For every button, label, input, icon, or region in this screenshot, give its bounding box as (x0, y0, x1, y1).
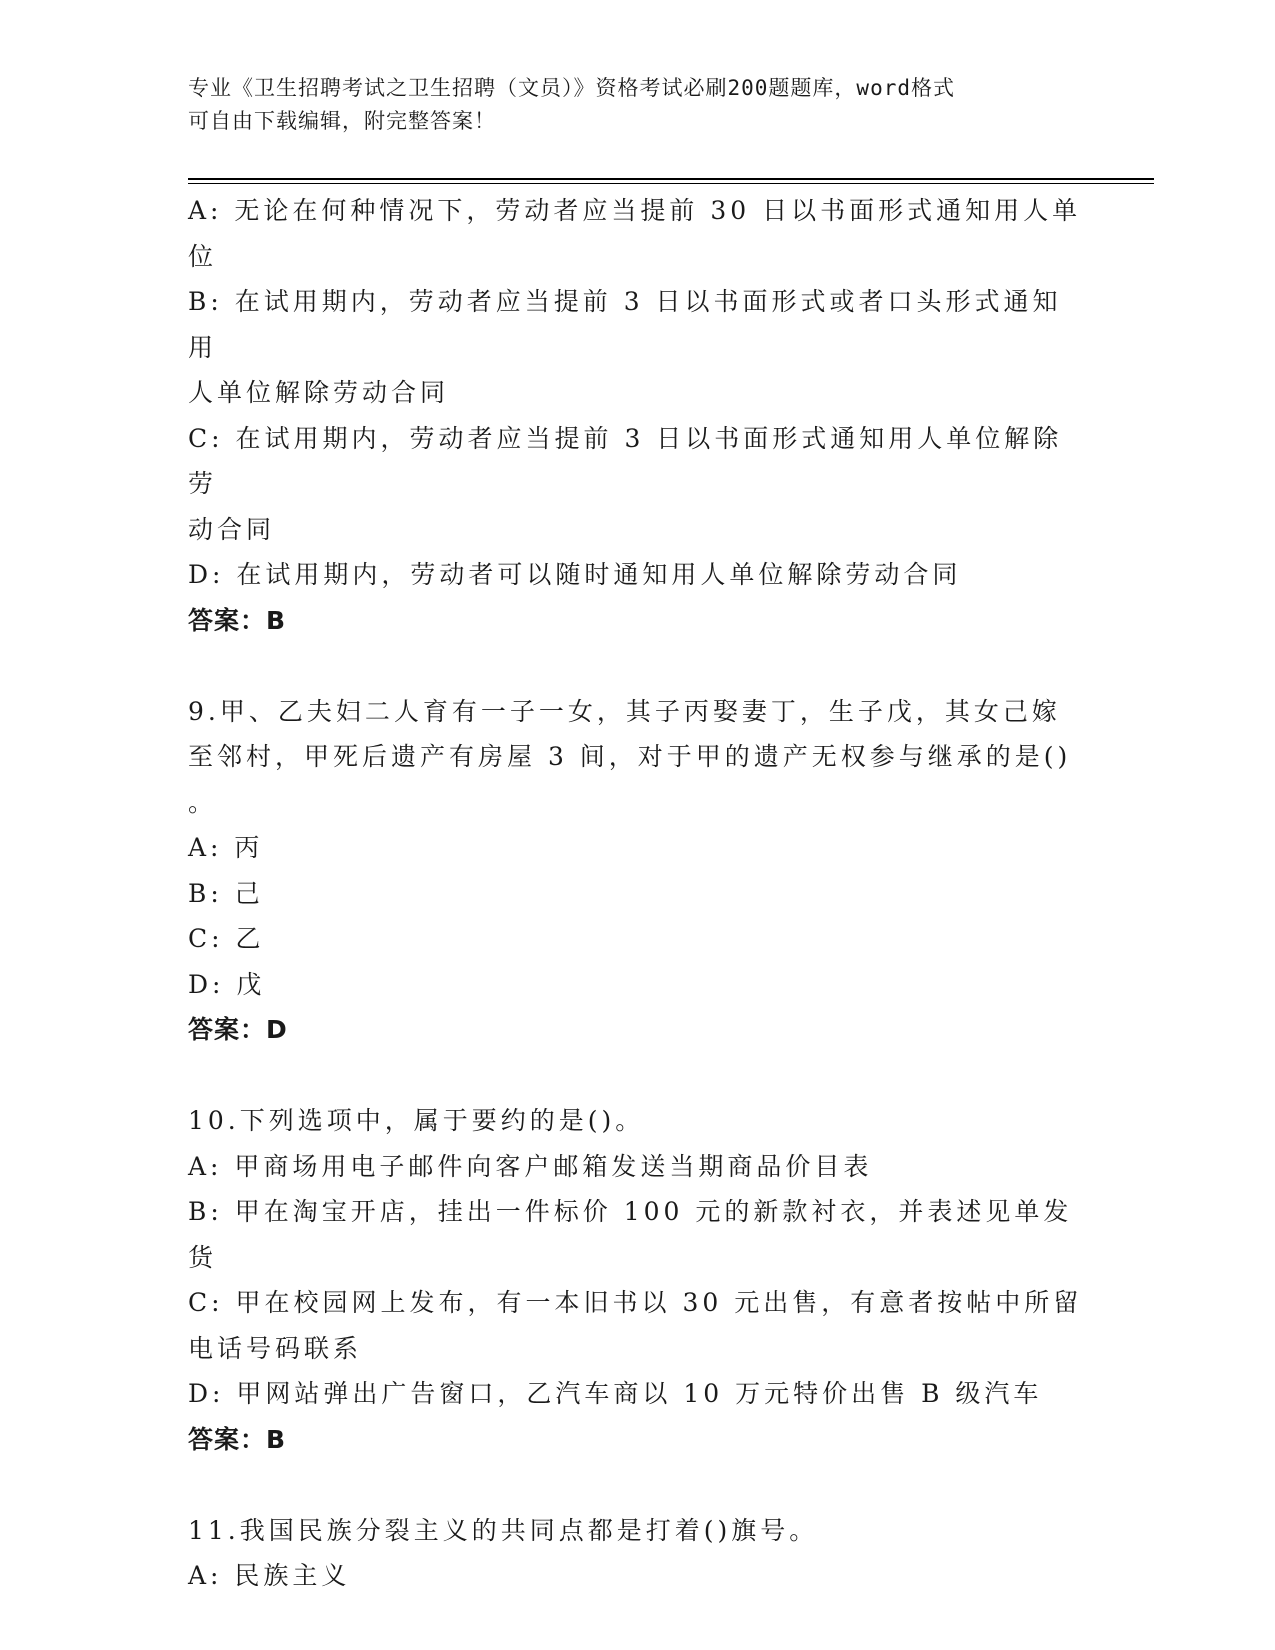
document-header (188, 72, 1068, 138)
question-body (188, 188, 1088, 1599)
q11-option-a: A: 民族主义 (188, 1561, 351, 1590)
header-line-2: 可自由下载编辑，附完整答案！ (188, 109, 496, 133)
q9-stem-line-1: 9.甲、乙夫妇二人育有一子一女，其子丙娶妻丁，生子戊，其女己嫁 (188, 696, 1061, 726)
q8-option-c-line-1: C: 在试用期内，劳动者应当提前 3 日以书面形式通知用人单位解除劳 (188, 423, 1063, 498)
q9-answer: 答案：D (188, 1015, 288, 1044)
q8-option-d: D: 在试用期内，劳动者可以随时通知用人单位解除劳动合同 (188, 560, 962, 589)
q10-option-c-line-2: 电话号码联系 (188, 1333, 363, 1363)
header-rule-thin (188, 183, 1154, 184)
q9-option-b: B: 己 (188, 878, 264, 908)
q8-option-b-line-2: 人单位解除劳动合同 (188, 378, 450, 407)
header-rule-thick (188, 178, 1154, 180)
q9-stem-line-3: 。 (188, 787, 218, 817)
header-line-1: 专业《卫生招聘考试之卫生招聘（文员）》资格考试必刷200题题库，word格式 (188, 76, 955, 100)
q10-answer: 答案：B (188, 1424, 287, 1454)
q9-stem-line-2: 至邻村，甲死后遗产有房屋 3 间，对于甲的遗产无权参与继承的是() (188, 742, 1072, 771)
q10-option-b: B: 甲在淘宝开店，挂出一件标价 100 元的新款衬衣，并表述见单发货 (188, 1197, 1073, 1272)
q8-answer: 答案：B (188, 605, 287, 635)
q8-option-a-line-2: 位 (188, 241, 218, 271)
spacer (188, 1053, 1088, 1099)
spacer (188, 643, 1088, 689)
q10-option-c-line-1: C: 甲在校园网上发布，有一本旧书以 30 元出售，有意者按帖中所留 (188, 1288, 1083, 1317)
q8-option-b-line-1: B: 在试用期内，劳动者应当提前 3 日以书面形式或者口头形式通知用 (188, 287, 1062, 362)
q8-option-c-line-2: 动合同 (188, 514, 276, 544)
spacer (188, 1462, 1088, 1508)
q10-option-a: A: 甲商场用电子邮件向客户邮箱发送当期商品价目表 (188, 1151, 873, 1181)
q9-option-a: A: 丙 (188, 833, 264, 862)
q10-option-d: D: 甲网站弹出广告窗口，乙汽车商以 10 万元特价出售 B 级汽车 (188, 1379, 1043, 1408)
q10-stem: 10.下列选项中，属于要约的是()。 (188, 1106, 645, 1135)
q11-stem: 11.我国民族分裂主义的共同点都是打着()旗号。 (188, 1515, 819, 1545)
q9-option-c: C: 乙 (188, 924, 265, 953)
q9-option-d: D: 戊 (188, 969, 266, 999)
q8-option-a-line-1: A: 无论在何种情况下，劳动者应当提前 30 日以书面形式通知用人单 (188, 196, 1082, 225)
